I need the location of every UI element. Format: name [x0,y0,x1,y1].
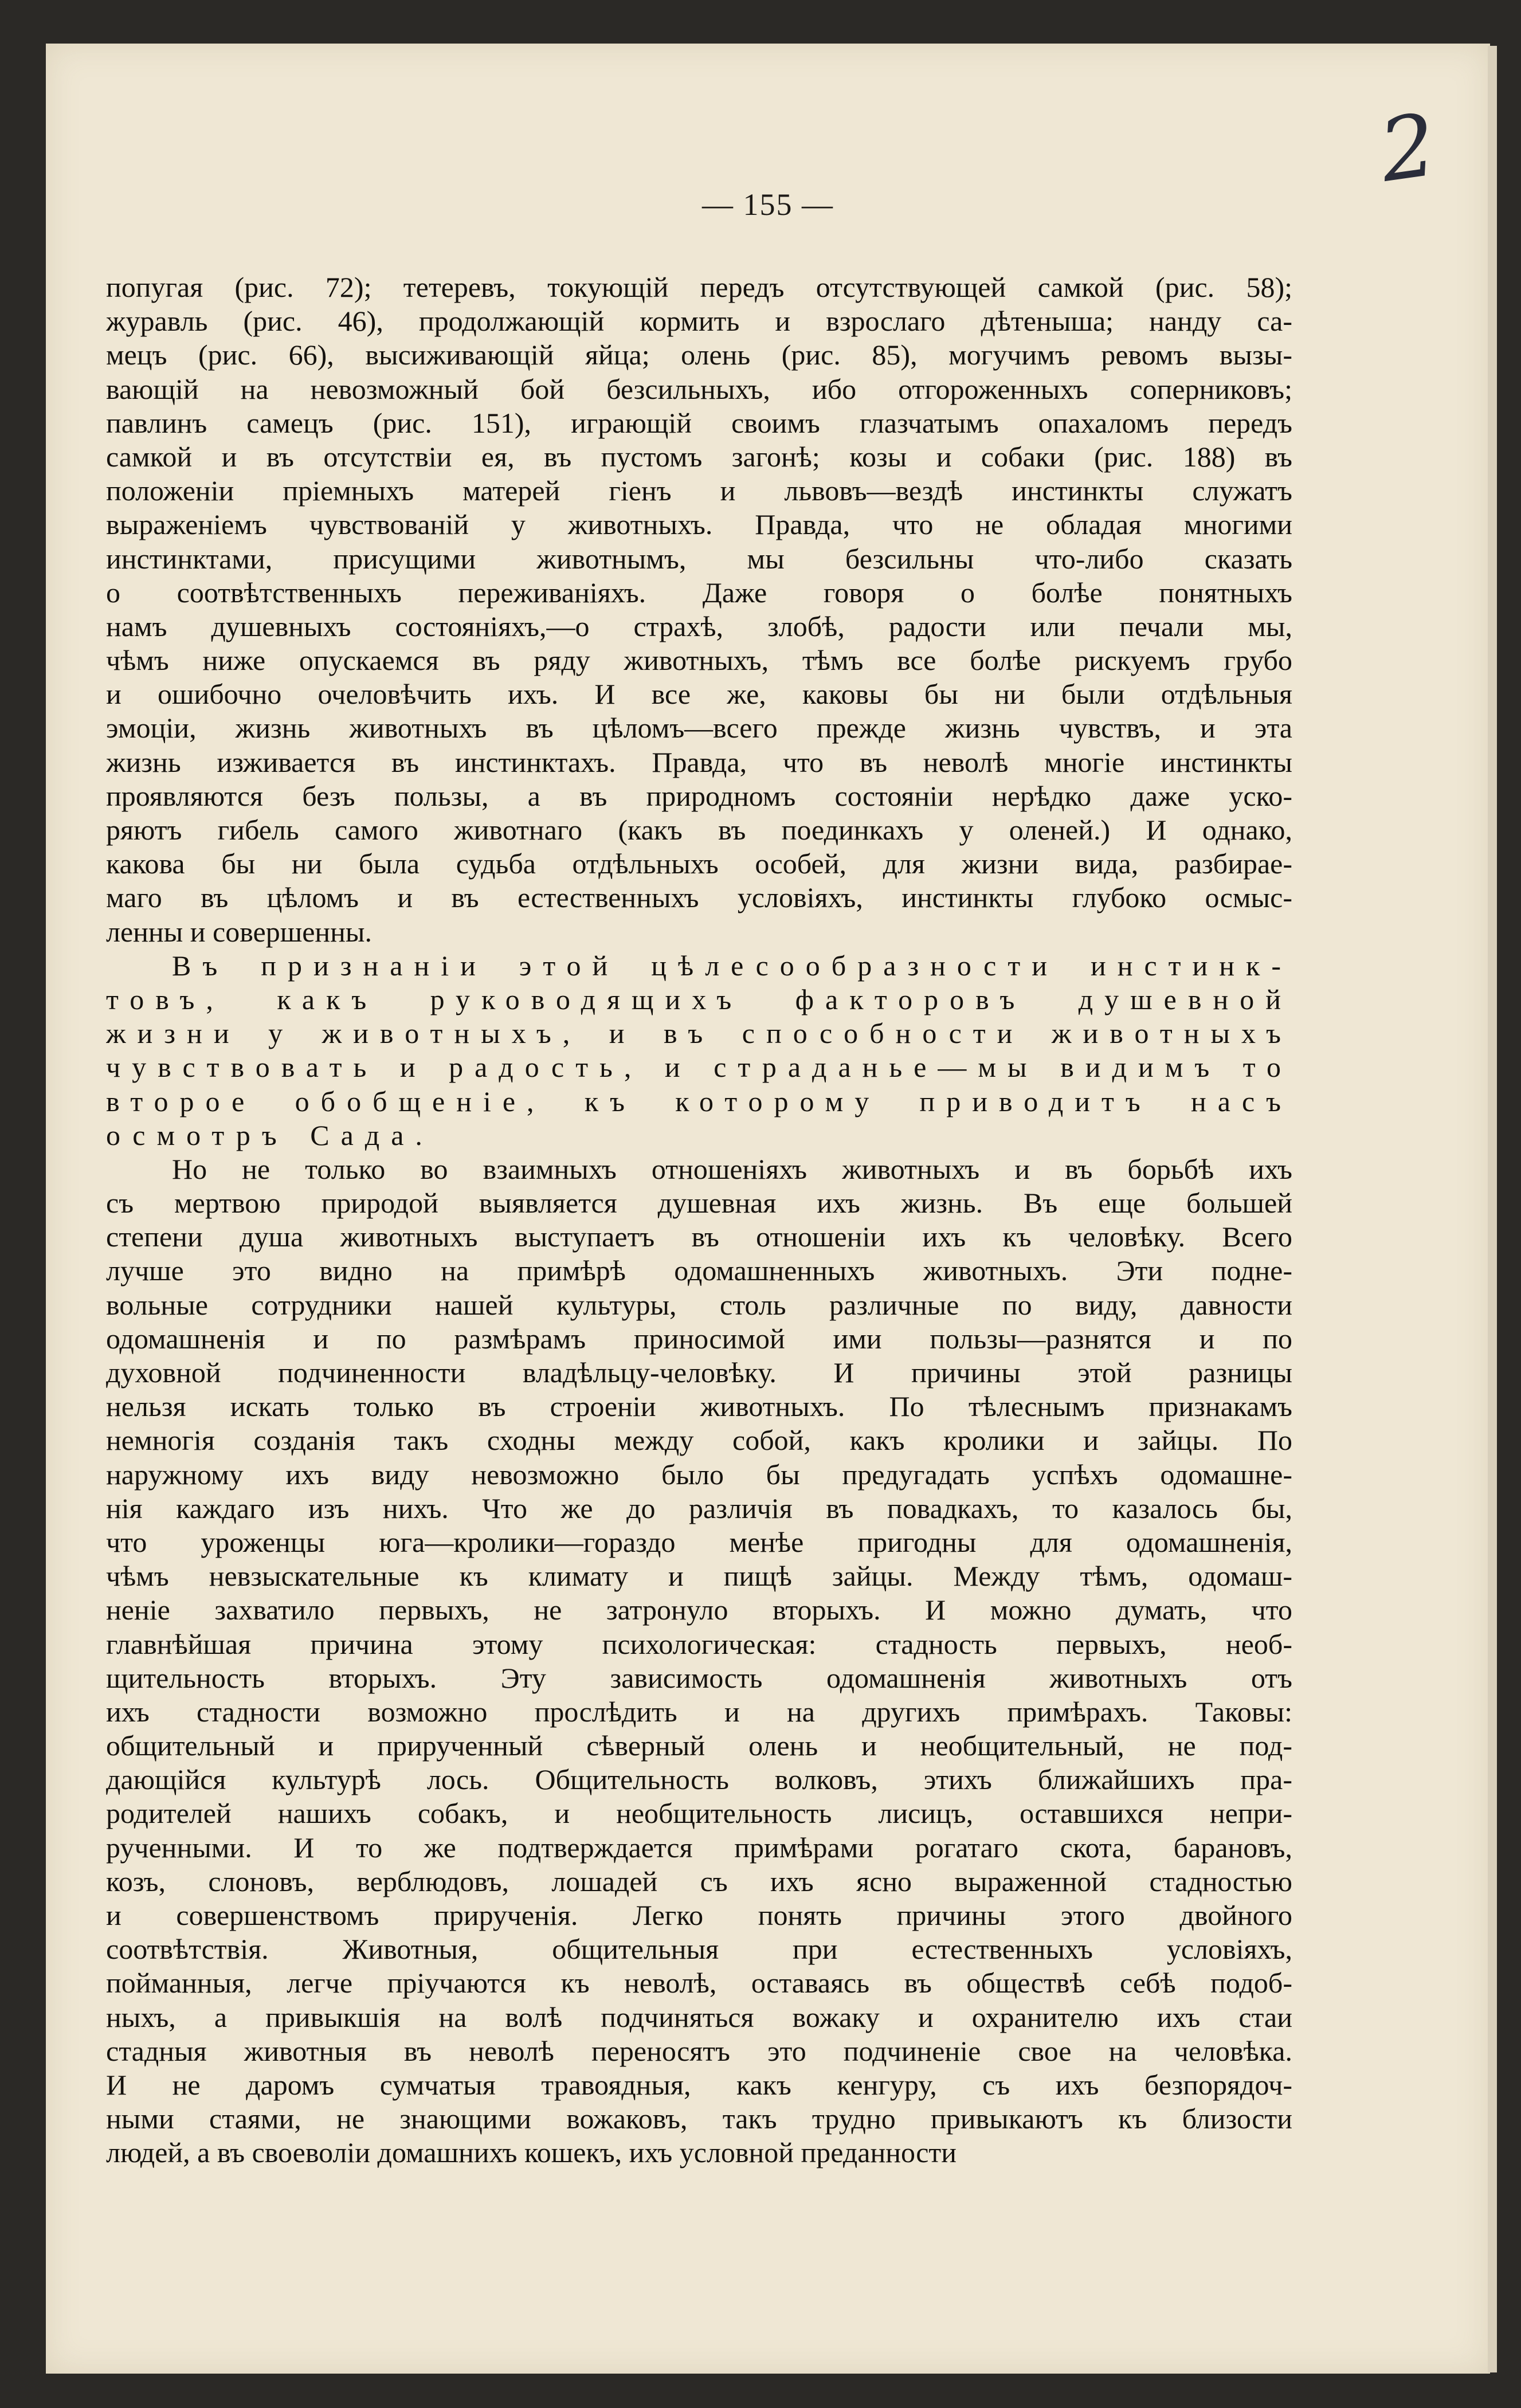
text-line: Но не только во взаимныхъ отношеніяхъ животныхъ и въ борьбѣ ихъ [172,1152,1292,1185]
text-line: духовной подчиненности владѣльцу-человѣку. И причины этой разницы [106,1356,1292,1389]
text-line: ряютъ гибель самого животнаго (какъ въ поединкахъ у оленей.) И однако, [106,814,1292,846]
text-line: людей, а въ своеволіи домашнихъ кошекъ, ихъ условной преданности [106,2136,957,2169]
text-line: ными стаями, не знающими вожаковъ, такъ трудно привыкаютъ къ близости [106,2103,1292,2135]
text-line: ленны и совершенны. [106,915,373,948]
text-line: лучше это видно на примѣрѣ одомашненныхъ животныхъ. Эти подне- [106,1254,1292,1287]
text-line: одомашненія и по размѣрамъ приносимой ими пользы—разнятся и по [106,1322,1292,1355]
text-line: неніе захватило первыхъ, не затронуло вторыхъ. И можно думать, что [106,1594,1292,1626]
text-line: жизни у животныхъ, и въ способности животныхъ [106,1017,1292,1050]
text-line: нія каждаго изъ нихъ. Что же до различія въ повадкахъ, то казалось бы, [106,1492,1292,1524]
text-line: нельзя искать только въ строеніи животныхъ. По тѣлеснымъ признакамъ [106,1390,1292,1423]
text-line: дающійся культурѣ лось. Общительность волковъ, этихъ ближайшихъ пра- [106,1763,1292,1796]
text-line: ныхъ, а привыкшія на волѣ подчиняться вожаку и охранителю ихъ стаи [106,2001,1292,2033]
text-line: товъ, какъ руководящихъ факторовъ душевной [106,983,1292,1015]
text-line: журавль (рис. 46), продолжающій кормить и взрослаго дѣтеныша; нанду са- [106,305,1292,338]
text-line: пойманныя, легче пріучаются къ неволѣ, оставаясь въ обществѣ себѣ подоб- [106,1967,1292,1999]
text-line: попугая (рис. 72); тетеревъ, токующій передъ отсутствующей самкой (рис. 58); [106,271,1292,303]
text-line: положеніи пріемныхъ матерей гіенъ и львовъ—вездѣ инстинкты служатъ [106,474,1292,507]
text-line: Въ признаніи этой цѣлесообразности инстинк- [172,949,1292,982]
text-line: рученными. И то же подтверждается примѣрами рогатаго скота, барановъ, [106,1831,1292,1864]
text-line: чѣмъ ниже опускаемся въ ряду животныхъ, тѣмъ все болѣе рискуемъ грубо [106,644,1292,677]
text-line: чувствовать и радость, и страданье—мы видимъ то [106,1051,1292,1084]
text-line: намъ душевныхъ состояніяхъ,—о страхѣ, злобѣ, радости или печали мы, [106,610,1292,642]
text-line: родителей нашихъ собакъ, и необщительность лисицъ, оставшихся непри- [106,1797,1292,1830]
text-line: о соотвѣтственныхъ переживаніяхъ. Даже говоря о болѣе понятныхъ [106,576,1292,609]
text-line: мецъ (рис. 66), высиживающій яйца; олень (рис. 85), могучимъ ревомъ вызы- [106,339,1292,371]
text-line: щительность вторыхъ. Эту зависимость одомашненія животныхъ отъ [106,1661,1292,1694]
text-line: козъ, слоновъ, верблюдовъ, лошадей съ ихъ ясно выраженной стадностью [106,1865,1292,1897]
body-text [106,270,1292,2170]
text-line: маго въ цѣломъ и въ естественныхъ условіяхъ, инстинкты глубоко осмыс- [106,881,1292,914]
text-line: проявляются безъ пользы, а въ природномъ состояніи нерѣдко даже уско- [106,779,1292,812]
text-line: степени душа животныхъ выступаетъ въ отношеніи ихъ къ человѣку. Всего [106,1221,1292,1253]
text-line: и совершенствомъ прирученія. Легко понять причины этого двойного [106,1899,1292,1931]
text-line: съ мертвою природой выявляется душевная ихъ жизнь. Въ еще большей [106,1187,1292,1219]
text-line: осмотръ Сада. [106,1119,434,1151]
text-line: что уроженцы юга—кролики—гораздо менѣе пригодны для одомашненія, [106,1525,1292,1558]
text-line: общительный и прирученный сѣверный олень и необщительный, не под- [106,1729,1292,1762]
text-line: выраженіемъ чувствованій у животныхъ. Правда, что не обладая многими [106,508,1292,541]
text-line: и ошибочно очеловѣчить ихъ. И все же, каковы бы ни были отдѣльныя [106,678,1292,711]
text-line: второе обобщеніе, къ которому приводитъ насъ [106,1085,1292,1117]
page-edge [1488,46,1497,2372]
text-line: вольные сотрудники нашей культуры, столь различные по виду, давности [106,1288,1292,1321]
text-line: ихъ стадности возможно прослѣдить и на другихъ примѣрахъ. Таковы: [106,1695,1292,1728]
page-number: — 155 — [702,187,834,222]
text-line: инстинктами, присущими животнымъ, мы безсильны что-либо сказать [106,542,1292,575]
text-line: И не даромъ сумчатыя травоядныя, какъ кенгуру, съ ихъ безпорядоч- [106,2068,1292,2101]
text-line: жизнь изживается въ инстинктахъ. Правда, что въ неволѣ многіе инстинкты [106,746,1292,778]
text-line: какова бы ни была судьба отдѣльныхъ особей, для жизни вида, разбирае- [106,848,1292,880]
text-line: вающій на невозможный бой безсильныхъ, ибо отгороженныхъ соперниковъ; [106,372,1292,405]
text-line: главнѣйшая причина этому психологическая: стадность первыхъ, необ- [106,1627,1292,1660]
text-line: наружному ихъ виду невозможно было бы предугадать успѣхъ одомашне- [106,1458,1292,1491]
text-line: стадныя животныя въ неволѣ переносятъ это подчиненіе свое на человѣка. [106,2034,1292,2067]
text-line: немногія созданія такъ сходны между собой, какъ кролики и зайцы. По [106,1424,1292,1457]
scanned-page [46,44,1490,2374]
text-line: эмоціи, жизнь животныхъ въ цѣломъ—всего прежде жизнь чувствъ, и эта [106,712,1292,744]
text-line: соотвѣтствія. Животныя, общительныя при естественныхъ условіяхъ, [106,1933,1292,1966]
text-line: самкой и въ отсутствіи ея, въ пустомъ загонѣ; козы и собаки (рис. 188) въ [106,440,1292,473]
text-line: павлинъ самецъ (рис. 151), играющій своимъ глазчатымъ опахаломъ передъ [106,406,1292,439]
handwritten-folio-number: 2 [1373,95,1442,202]
text-line: чѣмъ невзыскательные къ климату и пищѣ зайцы. Между тѣмъ, одомаш- [106,1560,1292,1593]
